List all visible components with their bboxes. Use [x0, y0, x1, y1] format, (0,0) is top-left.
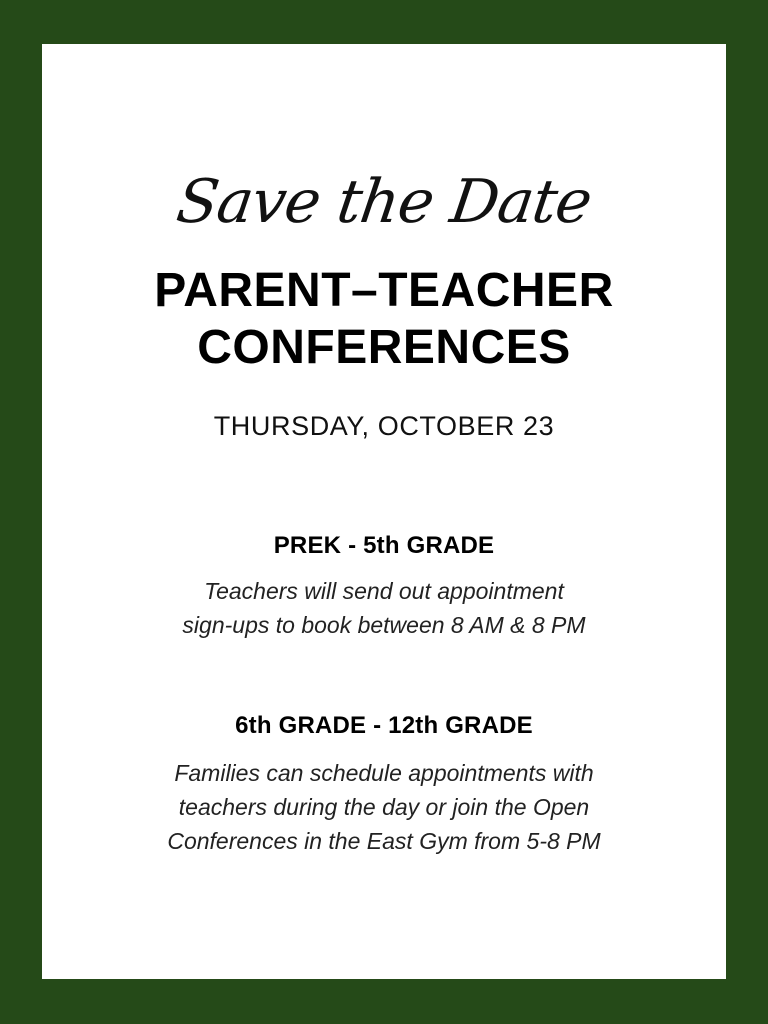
section-body-line: teachers during the day or join the Open: [178, 794, 590, 820]
section-body-line: sign-ups to book between 8 AM & 8 PM: [182, 612, 586, 638]
save-the-date-heading: Save the Date: [172, 167, 596, 237]
flyer-card: [42, 44, 726, 979]
section-body-line: Teachers will send out appointment: [204, 578, 564, 604]
flyer-title: [42, 262, 726, 376]
event-date: THURSDAY, OCTOBER 23: [213, 411, 555, 441]
section-heading-prek-5: PREK - 5th GRADE: [273, 532, 495, 559]
section-body-6-12: [42, 756, 726, 858]
section-body-line: Conferences in the East Gym from 5-8 PM: [167, 828, 601, 854]
section-body-prek-5: [42, 574, 726, 642]
title-line-2: CONFERENCES: [197, 321, 571, 374]
section-body-line: Families can schedule appointments with: [174, 760, 594, 786]
title-line-1: PARENT–TEACHER: [154, 264, 614, 317]
section-heading-6-12: 6th GRADE - 12th GRADE: [235, 712, 533, 739]
